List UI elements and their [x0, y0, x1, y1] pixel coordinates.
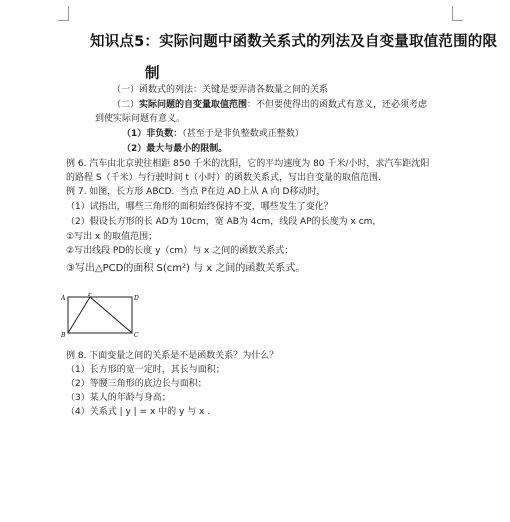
example-8-item-4: （4）关系式 | y | = x 中的 y 与 x . [66, 407, 211, 417]
point-2: （2）最大与最小的限制。 [122, 144, 228, 154]
segment-pb [68, 297, 90, 333]
example-8-line-1: 例 8. 下面变量之间的关系是不是函数关系？为什么？ [66, 351, 279, 361]
point-1-heading: （1）非负数： [122, 129, 183, 139]
rectangle-abcd [68, 297, 132, 333]
example-8-item-2: （2）等腰三角形的底边长与面积； [66, 379, 207, 389]
section-2-body: ：不但要使得出的函数式有意义，还必须考虑 [247, 100, 428, 110]
label-d: D [134, 295, 139, 302]
segment-pc [90, 297, 132, 333]
section-2-continuation: 到使实际问题有意义。 [95, 114, 186, 124]
page-title: 知识点5：实际问题中函数关系式的列法及自变量取值范围的限 [90, 34, 498, 50]
section-2-heading: 实际问题的自变量取值范围 [139, 100, 248, 110]
section-1-text: （一）函数式的列法：关键是要弄清各数量之间的关系 [112, 85, 329, 95]
example-7-subquestion-1: ①写出 x 的取值范围； [66, 232, 158, 242]
example-7-question-1: （1）试指出，哪些三角形的面积始终保持不变，哪些发生了变化？ [66, 202, 333, 212]
margin-corner-mark [452, 6, 463, 21]
section-2-prefix: （二） [112, 100, 140, 110]
rectangle-figure [60, 293, 140, 339]
label-p: P [88, 293, 93, 298]
example-8-item-3: （3）某人的年龄与身高； [66, 393, 171, 403]
example-7-line-1: 例 7. 如图，长方形 ABCD．当点 P在边 AD上从 A 向 D移动时， [66, 187, 326, 197]
example-7-subquestion-2: ②写出线段 PD的长度 y（cm）与 x 之间的函数关系式； [66, 246, 294, 256]
example-7-question-2: （2）假设长方形的长 AD为 10cm，宽 AB为 4cm，线段 AP的长度为 x cm， [66, 217, 382, 227]
point-1 [122, 128, 304, 140]
section-2-text [112, 99, 427, 111]
example-8-item-1: （1）长方形的宽一定时，其长与面积； [66, 365, 225, 375]
page-title-continuation: 制 [145, 66, 160, 82]
example-6-line-2: 的路程 S（千米）与行驶时间 t（小时）的函数关系式，写出自变量的取值范围. [66, 173, 381, 183]
label-c: C [134, 332, 139, 339]
label-b: B [61, 332, 66, 339]
example-7-subquestion-3: ③写出△PCD的面积 S(cm²) 与 x 之间的函数关系式。 [66, 263, 306, 274]
example-6-line-1: 例 6. 汽车由北京驶往相距 850 千米的沈阳，它的平均速度为 80 千米/小时，求汽车距沈阳 [66, 159, 430, 169]
label-a: A [61, 295, 66, 302]
margin-corner-mark [58, 6, 69, 21]
point-1-body: （甚至于是非负整数或正整数） [182, 129, 304, 139]
